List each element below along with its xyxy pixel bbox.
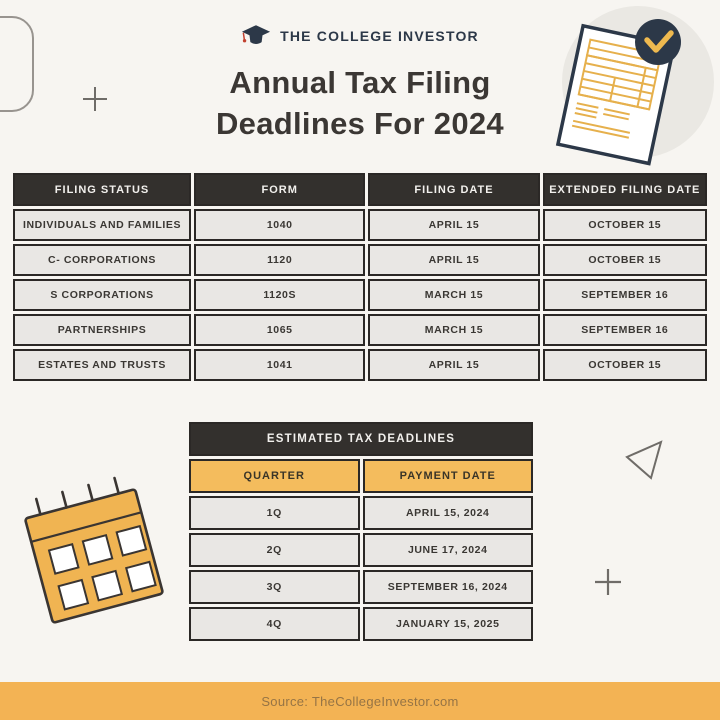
filing-deadlines-table <box>10 170 710 384</box>
filing-table-cell: APRIL 15 <box>368 244 539 276</box>
table-row <box>13 279 707 311</box>
check-badge-icon <box>635 19 681 65</box>
estimated-table-cell: JANUARY 15, 2025 <box>363 607 534 641</box>
estimated-table-cell: 2Q <box>189 533 360 567</box>
filing-table-cell: C- CORPORATIONS <box>13 244 191 276</box>
table-row <box>13 244 707 276</box>
filing-table-header-cell: FILING DATE <box>368 173 539 206</box>
filing-table-header-cell: EXTENDED FILING DATE <box>543 173 707 206</box>
table-row <box>189 570 533 604</box>
filing-table-cell: SEPTEMBER 16 <box>543 314 707 346</box>
estimated-table-header-cell: QUARTER <box>189 459 360 493</box>
triangle-outline-icon <box>620 434 668 484</box>
estimated-table-cell: APRIL 15, 2024 <box>363 496 534 530</box>
table-row <box>189 496 533 530</box>
estimated-table-cell: 1Q <box>189 496 360 530</box>
brand-name: THE COLLEGE INVESTOR <box>280 28 479 44</box>
filing-table-cell: MARCH 15 <box>368 279 539 311</box>
filing-table-header-cell: FILING STATUS <box>13 173 191 206</box>
filing-table-cell: 1041 <box>194 349 365 381</box>
estimated-table-cell: SEPTEMBER 16, 2024 <box>363 570 534 604</box>
table-row <box>189 607 533 641</box>
calendar-icon <box>14 476 179 626</box>
estimated-table-title: ESTIMATED TAX DEADLINES <box>189 422 533 456</box>
estimated-table-cell: 4Q <box>189 607 360 641</box>
filing-table-cell: SEPTEMBER 16 <box>543 279 707 311</box>
estimated-tax-table <box>186 419 536 644</box>
filing-table-cell: ESTATES AND TRUSTS <box>13 349 191 381</box>
filing-table-cell: 1040 <box>194 209 365 241</box>
filing-table-cell: INDIVIDUALS AND FAMILIES <box>13 209 191 241</box>
filing-table-cell: PARTNERSHIPS <box>13 314 191 346</box>
source-text: Source: TheCollegeInvestor.com <box>261 693 459 709</box>
tax-form-with-check-badge-icon <box>548 2 720 166</box>
filing-table-header-cell: FORM <box>194 173 365 206</box>
footer-band <box>0 682 720 720</box>
table-row <box>13 349 707 381</box>
table-row <box>13 209 707 241</box>
estimated-table-header-cell: PAYMENT DATE <box>363 459 534 493</box>
filing-table-cell: OCTOBER 15 <box>543 349 707 381</box>
filing-table-cell: 1120 <box>194 244 365 276</box>
table-row <box>13 314 707 346</box>
filing-table-cell: APRIL 15 <box>368 349 539 381</box>
filing-table-cell: S CORPORATIONS <box>13 279 191 311</box>
filing-table-cell: OCTOBER 15 <box>543 244 707 276</box>
estimated-table-title-row <box>189 422 533 456</box>
page-title-line2: Deadlines For 2024 <box>216 106 504 141</box>
estimated-table-cell: 3Q <box>189 570 360 604</box>
plus-icon <box>594 568 622 596</box>
filing-table-cell: OCTOBER 15 <box>543 209 707 241</box>
filing-table-cell: MARCH 15 <box>368 314 539 346</box>
estimated-table-header-row <box>189 459 533 493</box>
graduation-cap-icon <box>241 24 271 48</box>
filing-table-cell: 1120S <box>194 279 365 311</box>
filing-table-header-row <box>13 173 707 206</box>
filing-table-cell: 1065 <box>194 314 365 346</box>
filing-table-cell: APRIL 15 <box>368 209 539 241</box>
table-row <box>189 533 533 567</box>
estimated-table-cell: JUNE 17, 2024 <box>363 533 534 567</box>
page-title-line1: Annual Tax Filing <box>229 65 491 100</box>
